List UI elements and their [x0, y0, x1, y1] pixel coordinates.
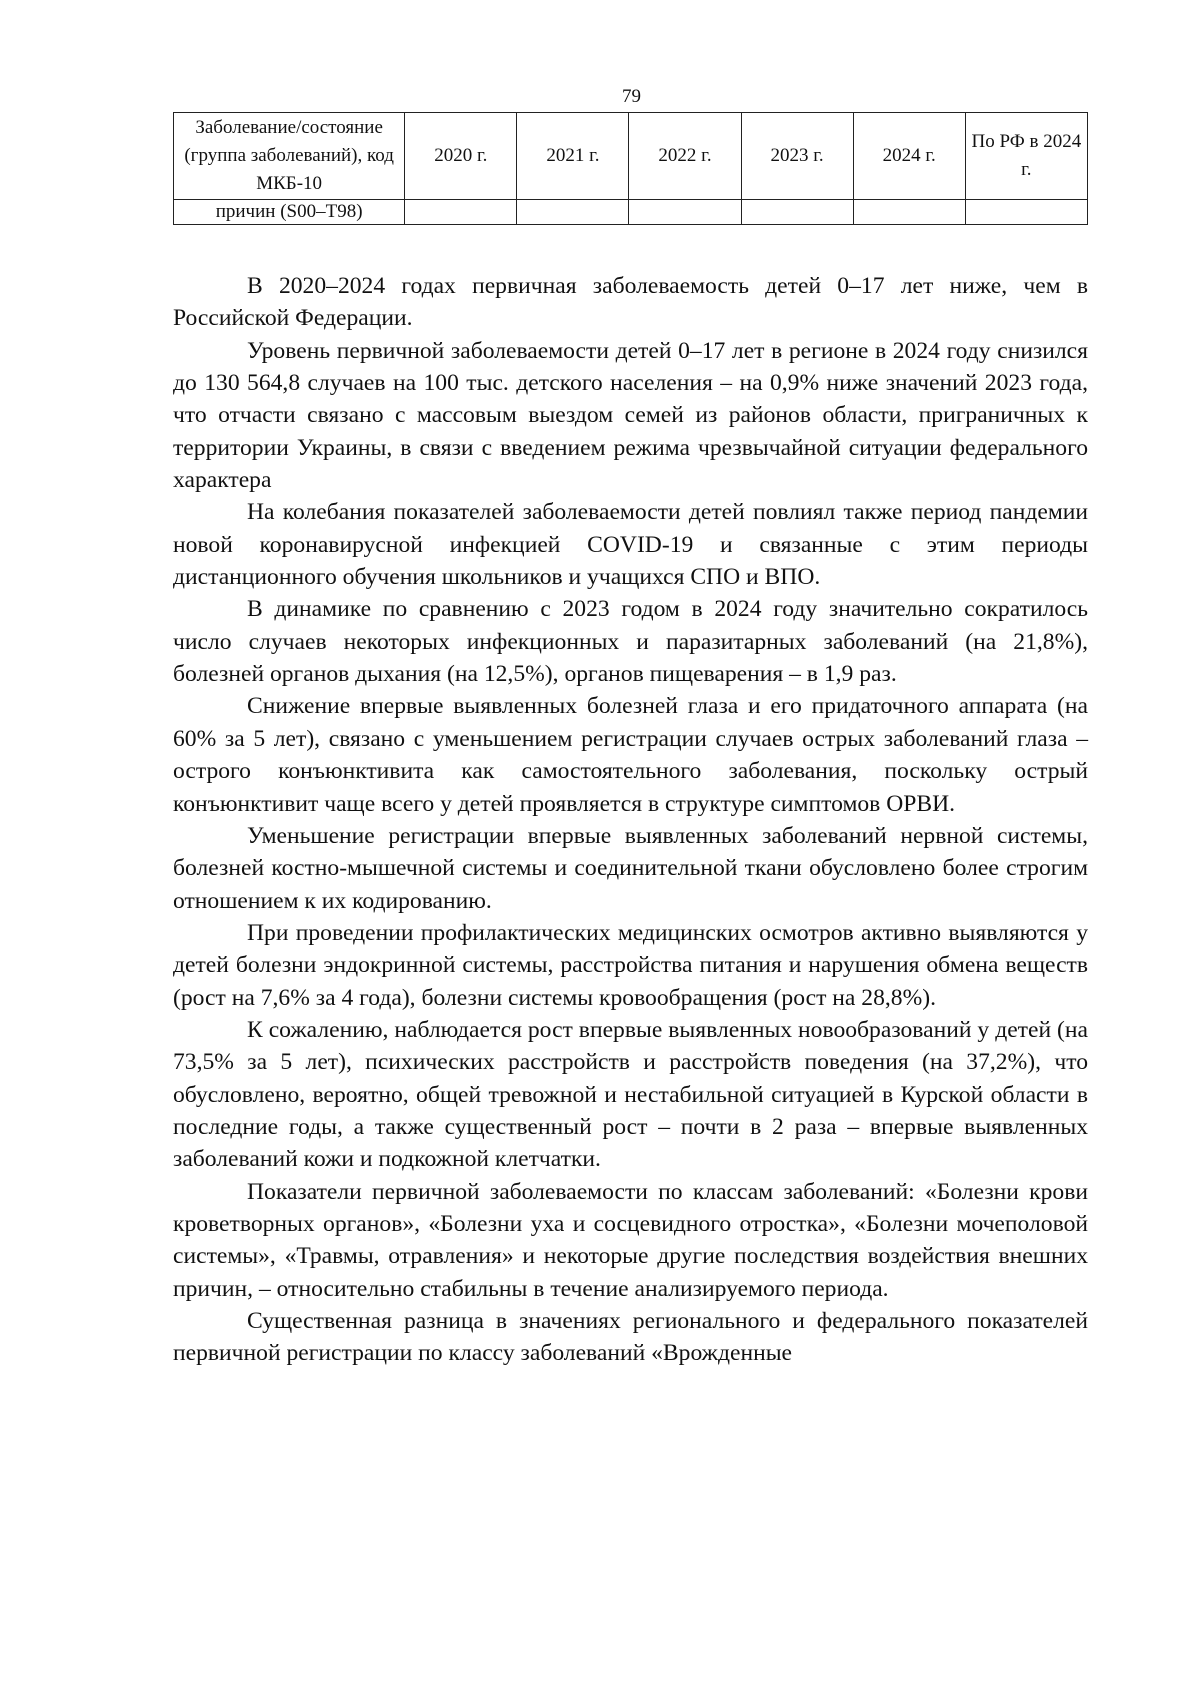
paragraph: Существенная разница в значениях регионального и федерального показателей первичной регистрации по классу заболеваний «Врожденные	[173, 1308, 1088, 1367]
paragraph: При проведении профилактических медицинских осмотров активно выявляются у детей болезни эндокринной системы, расстройства питания и нарушения обмена веществ (рост на 7,6% за 4 года), болезни системы кровообращения (рост на 28,8%).	[173, 919, 1088, 1011]
table-row	[174, 200, 1088, 225]
table-header-row	[174, 113, 1088, 200]
header-year-2020: 2020 г.	[405, 113, 517, 200]
header-year-2021: 2021 г.	[517, 113, 629, 200]
table-cell	[629, 200, 741, 225]
table-cell	[853, 200, 965, 225]
paragraph: Показатели первичной заболеваемости по классам заболеваний: «Болезни крови кроветворных органов», «Болезни уха и сосцевидного отростка», «Болезни мочеполовой системы», «Травмы, отравления» и некоторые другие последствия воздействия внешних причин, – относительно стабильны в течение анализируемого периода.	[173, 1178, 1088, 1302]
header-russia-2024: По РФ в 2024 г.	[965, 113, 1087, 200]
header-year-2022: 2022 г.	[629, 113, 741, 200]
table-cell	[741, 200, 853, 225]
morbidity-table	[173, 112, 1088, 225]
table-cell	[405, 200, 517, 225]
header-year-2024: 2024 г.	[853, 113, 965, 200]
table-cell	[965, 200, 1087, 225]
paragraph: На колебания показателей заболеваемости детей повлиял также период пандемии новой коронавирусной инфекцией COVID-19 и связанные с этим периоды дистанционного обучения школьников и учащихся СПО и ВПО.	[173, 499, 1088, 591]
paragraph: Уровень первичной заболеваемости детей 0–17 лет в регионе в 2024 году снизился до 130 564,8 случаев на 100 тыс. детского населения – на 0,9% ниже значений 2023 года, что отчасти связано с массовым выездом семей из районов области, приграничных к территории Украины, в связи с введением режима чрезвычайной ситуации федерального характера	[173, 337, 1088, 494]
paragraph: Уменьшение регистрации впервые выявленных заболеваний нервной системы, болезней костно-мышечной системы и соединительной ткани обусловлено более строгим отношением к их кодированию.	[173, 822, 1088, 914]
header-disease-group: Заболевание/состояние (группа заболеваний), код МКБ-10	[174, 113, 405, 200]
body-text	[173, 270, 1088, 1370]
header-year-2023: 2023 г.	[741, 113, 853, 200]
paragraph: Снижение впервые выявленных болезней глаза и его придаточного аппарата (на 60% за 5 лет), связано с уменьшением регистрации случаев острых заболеваний глаза – острого конъюнктивита как самостоятельного заболевания, поскольку острый конъюнктивит чаще всего у детей проявляется в структуре симптомов ОРВИ.	[173, 693, 1088, 817]
page-number: 79	[622, 86, 641, 107]
paragraph: В 2020–2024 годах первичная заболеваемость детей 0–17 лет ниже, чем в Российской Федерации.	[173, 273, 1088, 332]
table-cell: причин (S00–T98)	[174, 200, 405, 225]
table-cell	[517, 200, 629, 225]
paragraph: К сожалению, наблюдается рост впервые выявленных новообразований у детей (на 73,5% за 5 лет), психических расстройств и расстройств поведения (на 37,2%), что обусловлено, вероятно, общей тревожной и нестабильной ситуацией в Курской области в последние годы, а также существенный рост – почти в 2 раза – впервые выявленных заболеваний кожи и подкожной клетчатки.	[173, 1016, 1088, 1173]
paragraph: В динамике по сравнению с 2023 годом в 2024 году значительно сократилось число случаев некоторых инфекционных и паразитарных заболеваний (на 21,8%), болезней органов дыхания (на 12,5%), органов пищеварения – в 1,9 раз.	[173, 596, 1088, 688]
